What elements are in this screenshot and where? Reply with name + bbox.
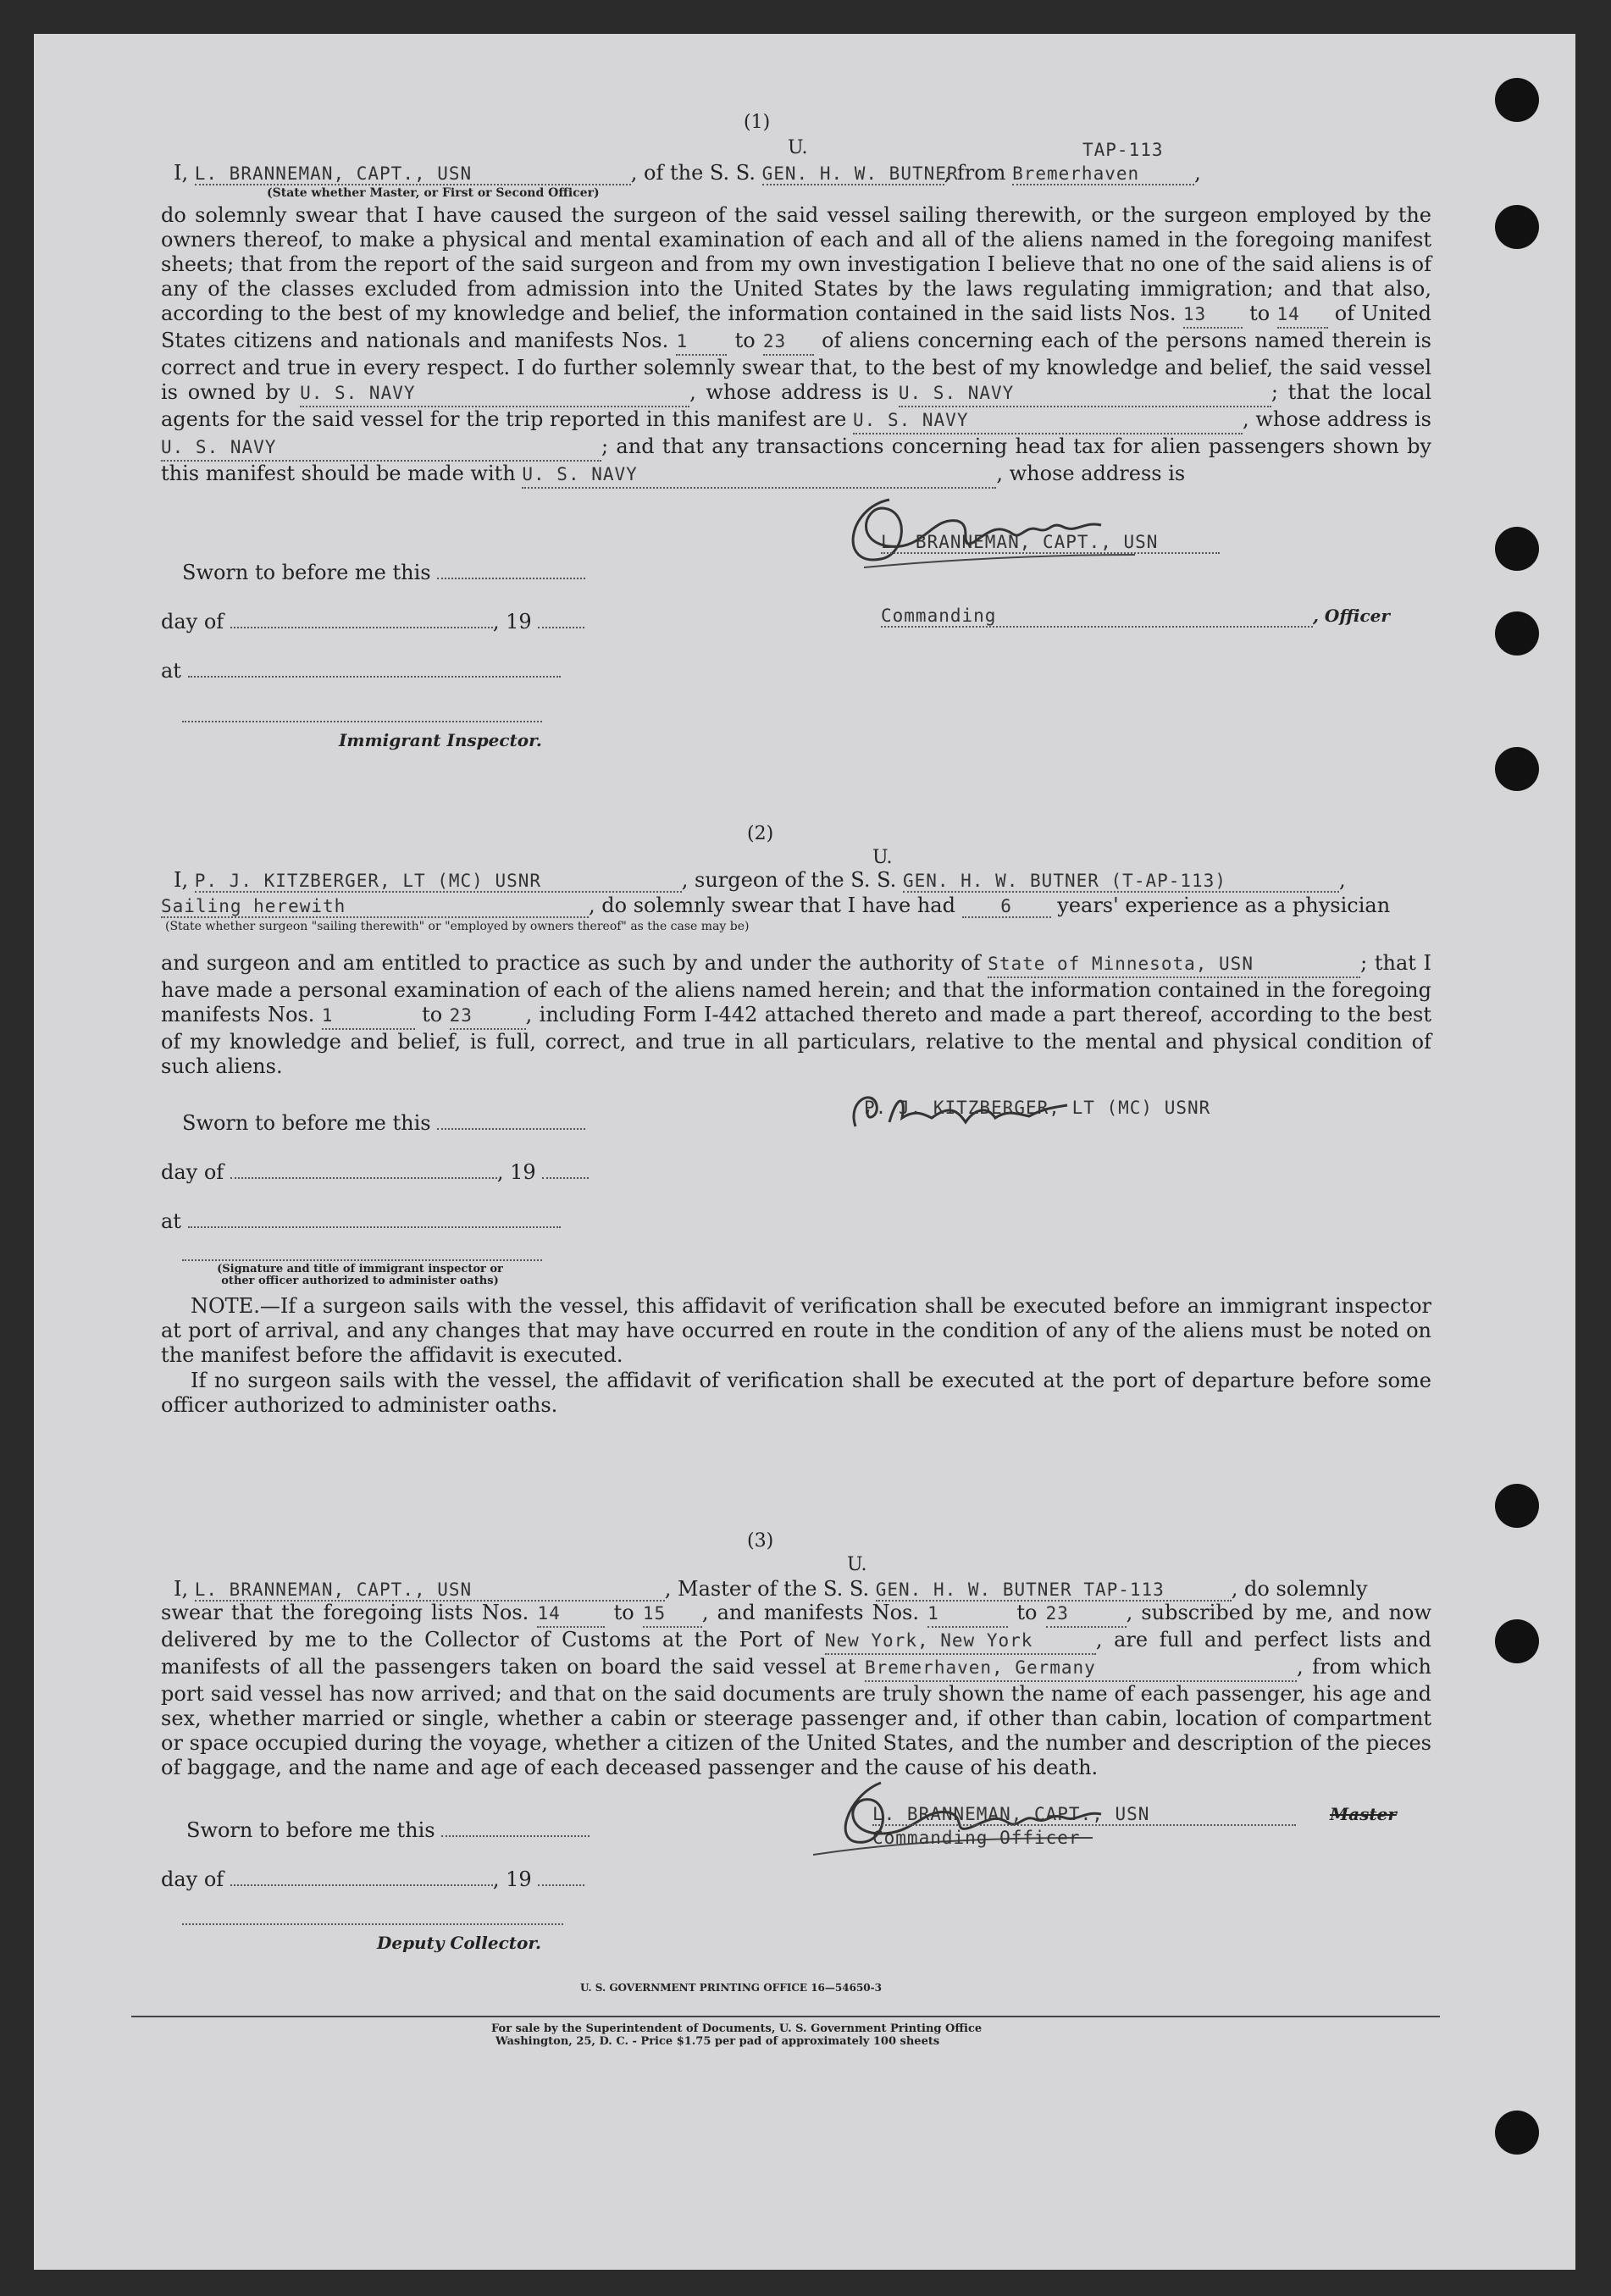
label: I, — [174, 161, 189, 185]
punch-hole — [1495, 1619, 1539, 1663]
master-line — [174, 1577, 1368, 1602]
collector-label: Deputy Collector. — [377, 1933, 542, 1953]
oath-text: , are full and perfect lists and manifests of all the passengers taken on board the said vessel at — [161, 1628, 1431, 1679]
at-line — [161, 659, 561, 683]
port-from-value: Bremerhaven — [1012, 163, 1194, 185]
label: , whose address is — [996, 462, 1186, 485]
label: I, — [174, 1577, 189, 1601]
blank — [437, 1128, 585, 1130]
label: , whose address is — [689, 380, 889, 404]
signer-name: P. J. KITZBERGER, LT (MC) USNR — [864, 1098, 1211, 1118]
manifest-page — [34, 34, 1575, 2270]
manifest-from: 1 — [322, 1004, 415, 1030]
manifest-to: 23 — [450, 1004, 526, 1030]
inspector-line — [182, 720, 542, 722]
agents-value: U. S. NAVY — [853, 408, 1243, 434]
label: that the local agents for the said vessel for the trip reported in this manifest are — [161, 380, 1432, 431]
label: , do solemnly — [1231, 1577, 1368, 1601]
vessel-value: GEN. H. W. BUTNER TAP-113 — [876, 1580, 1232, 1602]
note-text: If no surgeon sails with the vessel, the affidavit of verification shall be executed at the port of departure before some officer authorized to administer oaths. — [161, 1369, 1431, 1417]
years-value: 6 — [962, 896, 1051, 918]
blank — [230, 1177, 497, 1179]
punch-hole — [1495, 611, 1539, 656]
blank — [188, 676, 561, 678]
label: Sworn to before me this — [186, 1818, 435, 1842]
vessel-tag: TAP-113 — [1082, 140, 1164, 160]
label: , do solemnly swear that I have had — [589, 894, 955, 917]
blank — [538, 1884, 584, 1886]
owner-address-value: U. S. NAVY — [899, 381, 1271, 407]
punch-hole — [1495, 2111, 1539, 2155]
sig-note: (Signature and title of immigrant inspector or other officer authorized to administer oaths) — [217, 1263, 503, 1287]
signer-name: L. BRANNEMAN, CAPT., USN — [872, 1804, 1296, 1826]
officer-line: I, L. BRANNEMAN, CAPT., USN , of the S. S. GEN. H. W. BUTNER, from Bremerhaven , — [174, 161, 1201, 185]
oath-paragraph: do solemnly swear that I have caused the surgeon of the said vessel sailing therewith, or the surgeon employed by the owners thereof, to make a physical and mental examination of each and all of the aliens named in the foregoing manifest sheets; that from the report of the said surgeon and from my own investigation I believe that no one of the said aliens is of any of the classes excluded from admission into the United States by the laws regulating immigration; and that also, according to the best of my knowledge and belief, the information contained in the said lists Nos. 13 to 14 of United States citizens and nationals and manifests Nos. 1 to 23 of aliens concerning each of the persons named therein is correct and true in every respect. I do further solemnly swear that, to the best of my knowledge and belief, the said vessel is owned by U. S. NAVY , whose address is U. S. NAVY ; that the local agents for the said vessel for the trip reported in this manifest are U. S. NAVY , whose address is U. S. NAVY ; and that any transactions concerning head tax for alien passengers shown by this manifest should be made with U. S. NAVY , whose address is — [161, 203, 1431, 489]
vessel-value: GEN. H. W. BUTNER — [761, 163, 959, 184]
label: , Officer — [1313, 606, 1390, 626]
oath-text: do solemnly swear that I have caused the surgeon of the said vessel sailing therewith, or the surgeon employed by the owners thereof, to make a physical and mental examination of each and all of the aliens named in the foregoing manifest sheets; that from the report of the said surgeon and from my own investigation I believe that no one of the said aliens is of any of the classes excluded from admission into the United States by the laws regulating immigration; and that also, according to the best of my knowledge and belief, the information contained in the said lists Nos. — [161, 203, 1431, 325]
label: , 19 — [492, 610, 532, 633]
section-number: (1) — [744, 112, 771, 133]
collector-line — [182, 1923, 563, 1925]
blank — [188, 1226, 561, 1228]
master-paragraph: swear that the foregoing lists Nos. 14 to 15 , and manifests Nos. 1 to 23 , subscribed by me, and now delivered by me to the Collector of Customs at the Port of New York, New York , are full and perfect lists and manifests of all the passengers taken on board the said vessel at Bremerhaven, Germany , from which port said vessel has now arrived; and that on the said documents are truly shown the name of each passenger, his age and sex, whether married or single, whether a cabin or steerage passenger and, if other than cabin, location of compartment or space occupied during the voyage, whether a citizen of the United States, and the number and description of the pieces of baggage, and the name and age of each deceased passenger and the cause of his death. — [161, 1601, 1431, 1779]
head-tax-value: U. S. NAVY — [522, 462, 996, 489]
label: years' experience as a physician — [1057, 894, 1391, 917]
label: , surgeon of the S. S. — [681, 868, 897, 892]
oath-text: of United States citizens and nationals and manifests Nos. — [161, 302, 1431, 352]
officer-value: L. BRANNEMAN, CAPT., USN — [195, 163, 631, 185]
label: day of — [161, 1160, 224, 1184]
label: whose address is — [1255, 407, 1431, 431]
master-value: L. BRANNEMAN, CAPT., USN — [195, 1580, 665, 1602]
footer-line: For sale by the Superintendent of Documents, U. S. Government Printing Office — [491, 2022, 983, 2035]
label: Sworn to before me this — [182, 1111, 431, 1135]
oath-text: swear that the foregoing lists Nos. — [161, 1601, 529, 1624]
blank — [230, 627, 493, 628]
blank — [538, 627, 584, 628]
oath-text: , and manifests Nos. — [701, 1601, 920, 1624]
signature-blank — [182, 1259, 542, 1261]
label: , from — [944, 161, 1006, 185]
manifest-from: 1 — [676, 329, 727, 356]
sailing-note: (State whether surgeon "sailing therewith" or "employed by owners thereof" as the case may be) — [165, 920, 750, 933]
signer-title-line — [881, 603, 1390, 628]
surgeon-line: I, P. J. KITZBERGER, LT (MC) USNR , surgeon of the S. S. GEN. H. W. BUTNER (T-AP-113) , — [174, 868, 1346, 892]
lists-to: 15 — [643, 1602, 702, 1628]
oath-text: and surgeon and am entitled to practice as such by and under the authority of — [161, 951, 981, 975]
oath-text: , from which port said vessel has now arrived; and that on the said documents are truly shown the name of each passenger, his age and sex, whether married or single, whether a cabin or steerage passenger and, if other than cabin, location of compartment or space occupied during the voyage, whether a citizen of the United States, and the number and description of the pieces of baggage, and the name and age of each deceased passenger and the cause of his death. — [161, 1655, 1431, 1779]
note-text: NOTE.—If a surgeon sails with the vessel, this affidavit of verification shall be executed before an immigrant inspector at port of arrival, and any changes that may have occurred en route in the condition of any of the aliens must be noted on the manifest before the affidavit is executed. — [161, 1294, 1431, 1367]
section-number: (3) — [747, 1530, 774, 1552]
manifest-to: 23 — [1046, 1602, 1127, 1628]
oath-text: of aliens concerning each of the persons named therein is correct and true in every respect. I do further solemnly swear that, to the best of my knowledge and belief, the said vessel is owned by — [161, 329, 1431, 404]
blank — [437, 578, 585, 579]
punch-hole — [1495, 527, 1539, 571]
punch-hole — [1495, 1484, 1539, 1528]
label: , 19 — [496, 1160, 536, 1184]
label: Sworn to before me this — [182, 561, 431, 584]
punch-hole — [1495, 78, 1539, 122]
lists-from: 13 — [1183, 302, 1243, 329]
punch-hole — [1495, 747, 1539, 791]
oath-text: , including Form I-442 attached thereto and made a part thereof, according to the best of my knowledge and belief, is full, correct, and true in all particulars, relative to the mental and physical condition of such aliens. — [161, 1003, 1431, 1078]
label: , of the S. S. — [630, 161, 756, 185]
surgeon-paragraph: and surgeon and am entitled to practice as such by and under the authority of State of Minnesota, USN ; that I have made a personal examination of each of the aliens named herein; and that the information contained in the foregoing manifests Nos. 1 to 23 , including Form I-442 attached thereto and made a part thereof, according to the best of my knowledge and belief, is full, correct, and true in all particulars, relative to the mental and physical condition of such aliens. — [161, 951, 1431, 1078]
officer-note: (State whether Master, or First or Second Officer) — [267, 186, 600, 200]
signer-name: L. BRANNEMAN, CAPT., USN — [881, 532, 1220, 554]
lists-to: 14 — [1277, 302, 1328, 329]
note-paragraph — [161, 1369, 1431, 1418]
label: I, — [174, 868, 189, 892]
oath-text: , subscribed by me, and now delivered by me to the Collector of Customs at the Port of — [161, 1601, 1431, 1651]
port-value: New York, New York — [825, 1629, 1096, 1655]
label: , Master of the S. S. — [664, 1577, 870, 1601]
signer-title: Commanding — [881, 606, 1313, 628]
footer-line: Washington, 25, D. C. - Price $1.75 per pad of approximately 100 sheets — [495, 2035, 940, 2048]
vessel-prefix: U. — [788, 137, 808, 158]
blank — [230, 1884, 493, 1886]
lists-from: 14 — [537, 1602, 605, 1628]
inspector-label: Immigrant Inspector. — [339, 730, 542, 750]
label: , 19 — [492, 1867, 532, 1891]
at-line — [161, 1209, 561, 1233]
section-number: (2) — [747, 823, 774, 844]
oath-text: that I have made a personal examination of each of the aliens named herein; and that the information contained in the foregoing manifests Nos. — [161, 951, 1431, 1026]
signer-title: Commanding Officer — [872, 1828, 1081, 1848]
note-paragraph — [161, 1294, 1431, 1368]
label: day of — [161, 610, 224, 633]
punch-hole — [1495, 205, 1539, 249]
blank — [542, 1177, 589, 1179]
manifest-from: 1 — [927, 1602, 1008, 1628]
sailing-line — [161, 894, 1390, 918]
vessel-value: GEN. H. W. BUTNER (T-AP-113) — [903, 871, 1339, 893]
manifest-to: 23 — [763, 329, 814, 356]
label: day of — [161, 1867, 224, 1891]
day-line — [161, 1160, 589, 1184]
blank — [441, 1835, 590, 1837]
master-word: Master — [1330, 1804, 1397, 1824]
day-line — [161, 1867, 584, 1891]
label: ; and that any transactions concerning head tax for alien passengers shown by this manifest should be made with — [161, 434, 1431, 485]
departure-value: Bremerhaven, Germany — [865, 1656, 1297, 1682]
sworn-line — [182, 561, 585, 584]
vessel-prefix: U. — [872, 847, 893, 868]
agents-address-value: U. S. NAVY — [161, 435, 601, 462]
sworn-line — [182, 1111, 585, 1135]
owner-value: U. S. NAVY — [300, 381, 689, 407]
label: at — [161, 659, 181, 683]
label: at — [161, 1209, 181, 1233]
gpo-line: U. S. GOVERNMENT PRINTING OFFICE 16—54650-3 — [580, 1982, 882, 1994]
authority-value: State of Minnesota, USN — [988, 952, 1360, 978]
vessel-prefix: U. — [847, 1554, 867, 1575]
sailing-value: Sailing herewith — [161, 896, 589, 918]
surgeon-value: P. J. KITZBERGER, LT (MC) USNR — [195, 871, 682, 893]
day-line — [161, 610, 584, 633]
footer-divider — [131, 2016, 1440, 2017]
sworn-line — [186, 1818, 590, 1842]
